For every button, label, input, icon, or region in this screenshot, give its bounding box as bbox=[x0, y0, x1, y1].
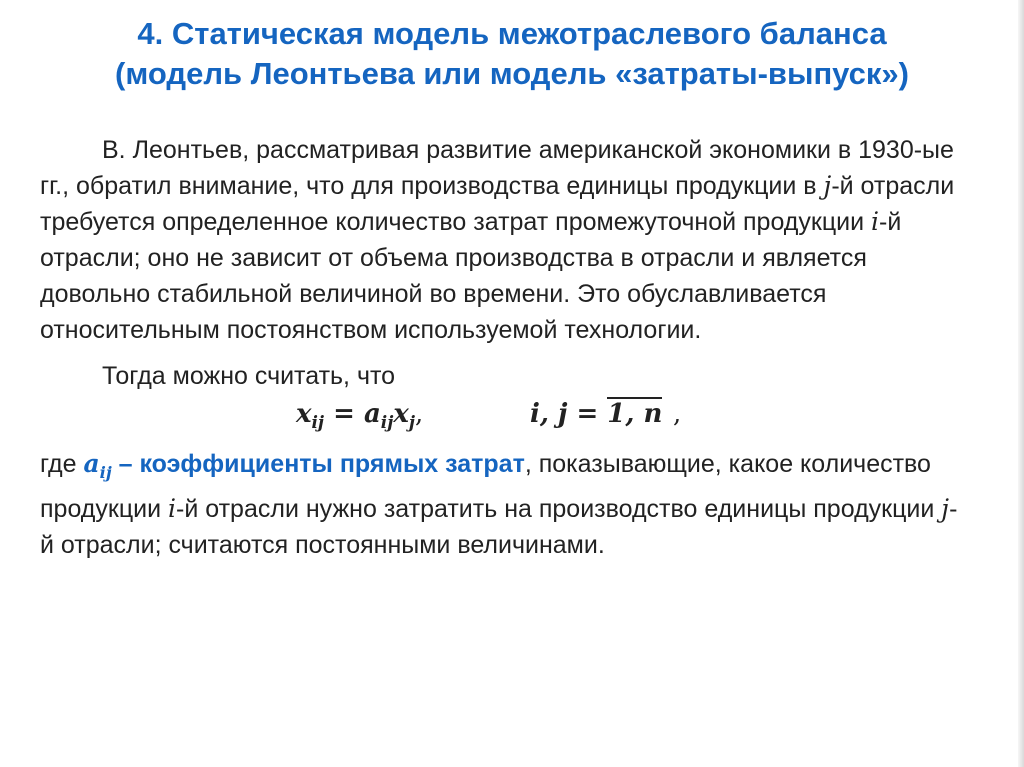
p1-var-j: j bbox=[823, 171, 832, 200]
slide-body bbox=[40, 132, 960, 563]
slide-title bbox=[10, 14, 1014, 94]
p1-text-1: В. Леонтьев, рассматривая развитие американской экономики в 1930-ые гг., обратил внимание, что для производства единицы продукции в bbox=[40, 136, 954, 200]
formula-index-range bbox=[530, 396, 662, 432]
formula-a: a bbox=[363, 399, 381, 429]
formula-main bbox=[296, 396, 423, 440]
formula-range: 1, n bbox=[607, 399, 663, 429]
paragraph-then: Тогда можно считать, что bbox=[102, 362, 396, 390]
p3-var-i: i bbox=[168, 494, 177, 523]
paragraph-leontief bbox=[40, 132, 960, 348]
p3-var-a-sub: ij bbox=[99, 463, 112, 482]
p1-text-3: -й отрасли; оно не зависит от объема производства в отрасли и является довольно стабильной величиной во времени. Это обуславливается относительным постоянством используемой технологии. bbox=[40, 208, 902, 344]
p3-text-4: -й отрасли; считаются постоянными величинами. bbox=[40, 495, 958, 559]
formula-equals: = bbox=[324, 399, 364, 429]
formula-x: x bbox=[296, 399, 312, 429]
p3-text-3: -й отрасли нужно затратить на производство единицы продукции bbox=[176, 495, 942, 523]
formula-x2: x bbox=[393, 399, 409, 429]
title-line-1: 4. Статическая модель межотраслевого баланса bbox=[137, 16, 887, 51]
formula bbox=[40, 396, 960, 436]
formula-comma: , bbox=[414, 399, 424, 429]
paragraph-coefficients bbox=[40, 446, 960, 563]
formula-sub-ij-a: ij bbox=[380, 412, 394, 433]
p1-var-i: i bbox=[871, 207, 880, 236]
title-line-2: (модель Леонтьева или модель «затраты-выпуск») bbox=[115, 56, 909, 91]
formula-sub-j: j bbox=[408, 412, 415, 433]
p3-term-direct-costs: – коэффициенты прямых затрат bbox=[111, 450, 525, 478]
formula-trailing-comma: , bbox=[673, 399, 682, 429]
formula-index: i, j = bbox=[530, 399, 608, 429]
slide-right-edge bbox=[1018, 0, 1024, 767]
formula-sub-ij: ij bbox=[311, 412, 325, 433]
p3-text-2: , показывающие, какое количество продукции bbox=[40, 450, 931, 523]
p3-var-j: j bbox=[941, 494, 950, 523]
p3-var-a: a bbox=[83, 449, 100, 478]
p3-text-1: где bbox=[40, 450, 84, 478]
p1-text-2: -й отрасли требуется определенное количество затрат промежуточной продукции bbox=[40, 172, 955, 236]
